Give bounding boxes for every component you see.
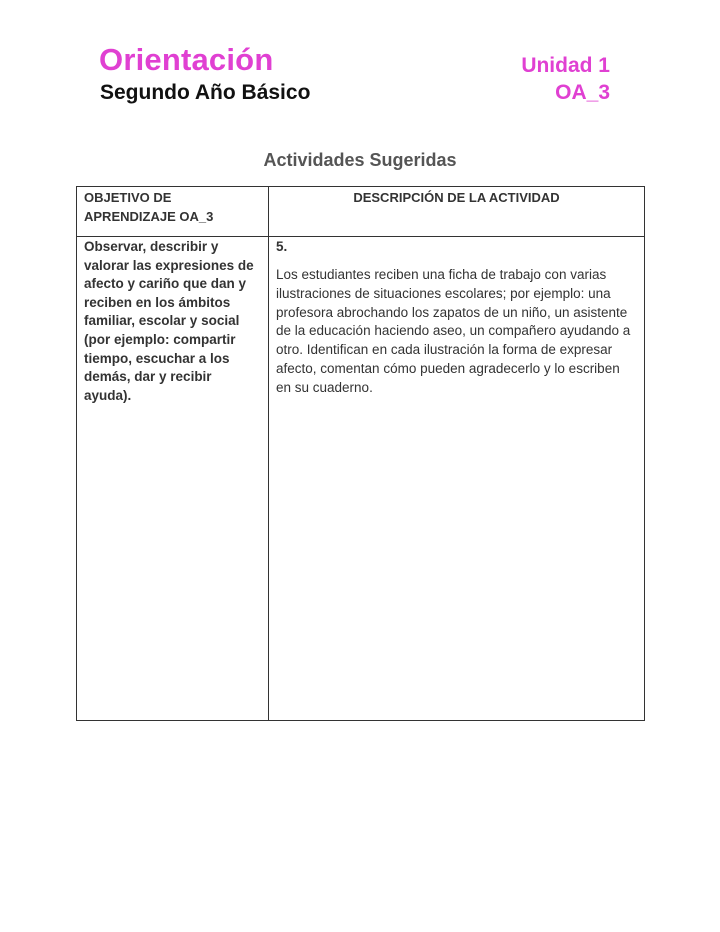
description-cell [269, 237, 645, 721]
unit-label: Unidad 1 [521, 54, 610, 77]
activity-number: 5. [276, 239, 288, 254]
table-row [77, 237, 645, 721]
table-header-row [77, 187, 645, 237]
activity-table [76, 186, 645, 721]
grade-title: Segundo Año Básico [100, 81, 311, 104]
subject-title: Orientación [99, 42, 274, 77]
description-column-header: DESCRIPCIÓN DE LA ACTIVIDAD [269, 187, 645, 237]
activity-text: Los estudiantes reciben una ficha de trabajo con varias ilustraciones de situaciones escolares; por ejemplo: una profesora abrochando los zapatos de un niño, un asistente de la educación haciendo aseo, un compañero ayudando a otro. Identifican en cada ilustración la forma de expresar afecto, comentan cómo pueden agradecerlo y lo escriben en su cuaderno. [276, 267, 631, 395]
objective-cell: Observar, describir y valorar las expresiones de afecto y cariño que dan y reciben en los ámbitos familiar, escolar y social (por ejemplo: compartir tiempo, escuchar a los demás, dar y recibir ayuda). [77, 237, 269, 721]
oa-code-label: OA_3 [555, 81, 610, 104]
section-title: Actividades Sugeridas [263, 150, 457, 170]
objective-column-header: OBJETIVO DE APRENDIZAJE OA_3 [77, 187, 269, 237]
